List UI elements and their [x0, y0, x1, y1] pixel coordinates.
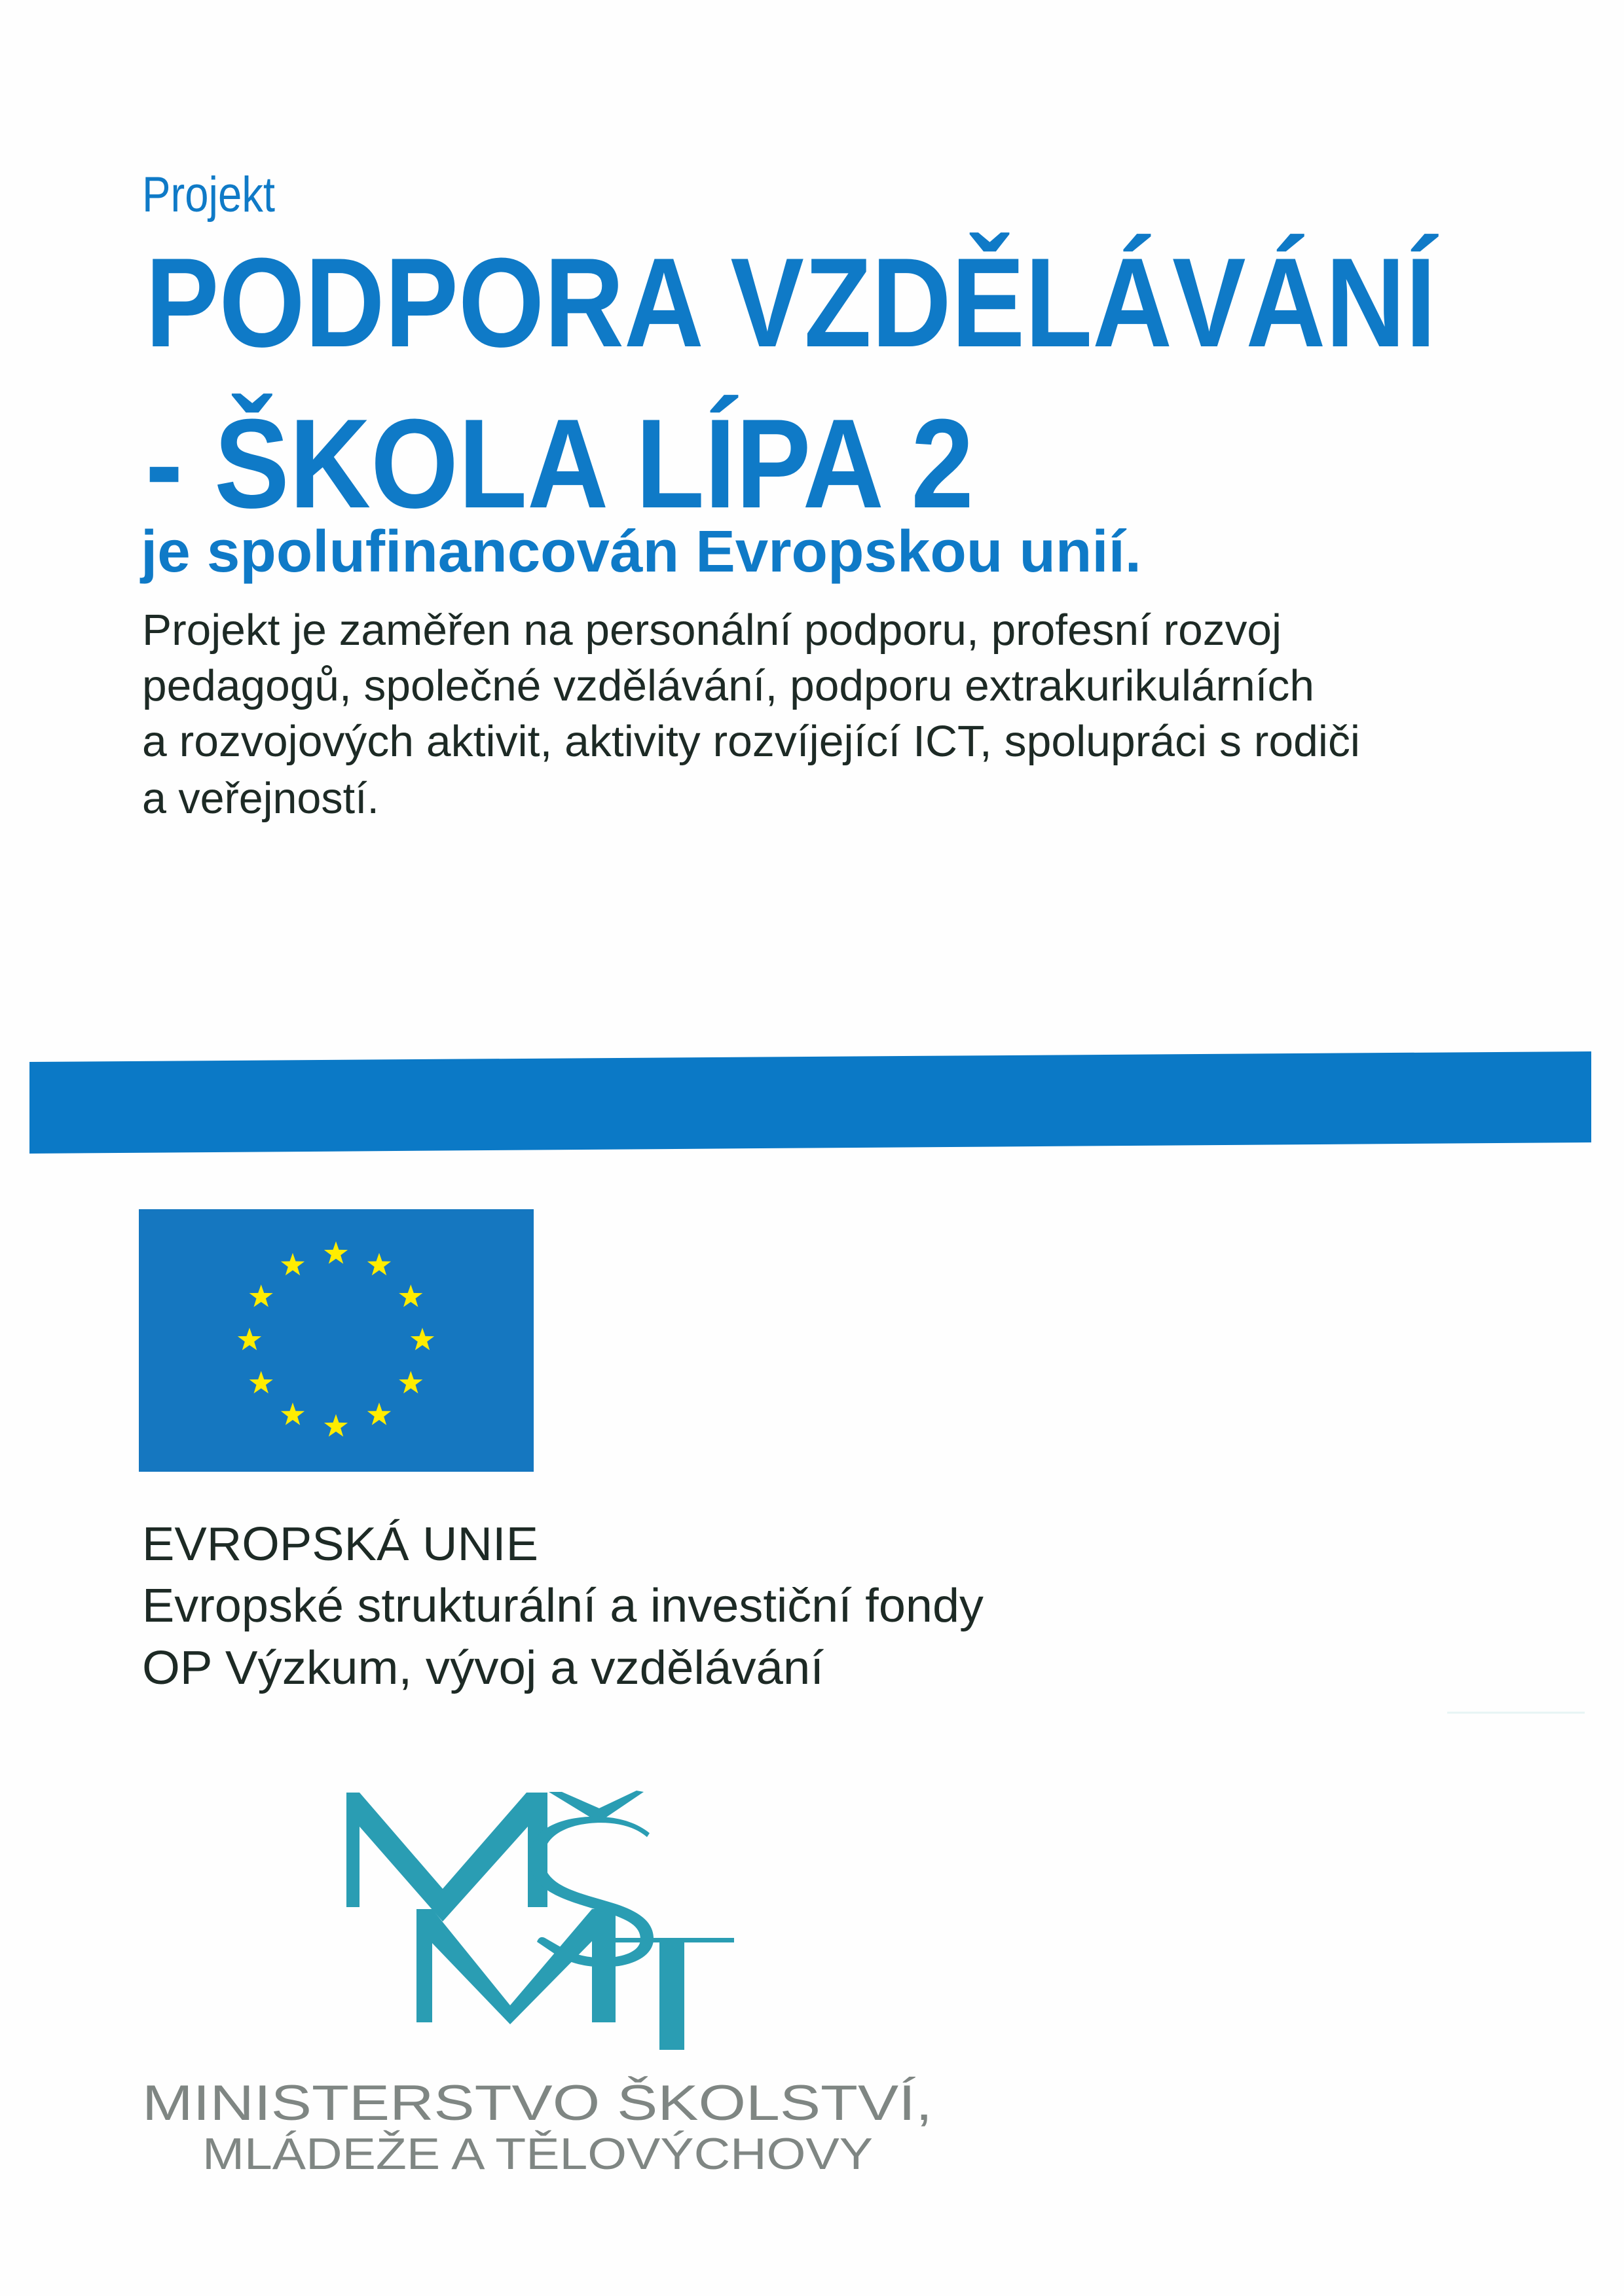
msmt-logo-icon [346, 1791, 734, 2050]
project-title-line-1: PODPORA VZDĚLÁVÁNÍ [145, 232, 1439, 374]
description-line: pedagogů, společné vzdělávání, podporu extrakurikulárních [142, 661, 1314, 710]
project-subtitle: je spolufinancován Evropskou unií. [139, 519, 1141, 585]
description-line: a rozvojových aktivit, aktivity rozvíjející ICT, spolupráci s rodiči [142, 717, 1360, 766]
project-title-line-2: - ŠKOLA LÍPA 2 [145, 393, 974, 535]
project-kicker: Projekt [142, 167, 275, 223]
description-line: a veřejností. [142, 774, 379, 823]
eu-funds-label: Evropské strukturální a investiční fondy [142, 1580, 984, 1632]
logo-caron [549, 1791, 644, 1821]
eu-label: EVROPSKÁ UNIE [142, 1518, 538, 1571]
eu-flag-icon [139, 1209, 534, 1472]
logo-letter-t-stem [659, 1938, 684, 2050]
logo-letter-s [529, 1817, 654, 1967]
ministry-name-line-2: MLÁDEŽE A TĚLOVÝCHOVY [202, 2129, 873, 2179]
logo-letter-m-bottom [416, 1909, 616, 2024]
eu-programme-label: OP Výzkum, vývoj a vzdělávání [142, 1642, 824, 1694]
logo-letter-m-top [346, 1793, 547, 1922]
blue-divider-band [29, 1051, 1591, 1154]
ministry-name-line-1: MINISTERSTVO ŠKOLSTVÍ, [142, 2075, 932, 2131]
description-line: Projekt je zaměřen na personální podporu, profesní rozvoj [142, 606, 1282, 655]
